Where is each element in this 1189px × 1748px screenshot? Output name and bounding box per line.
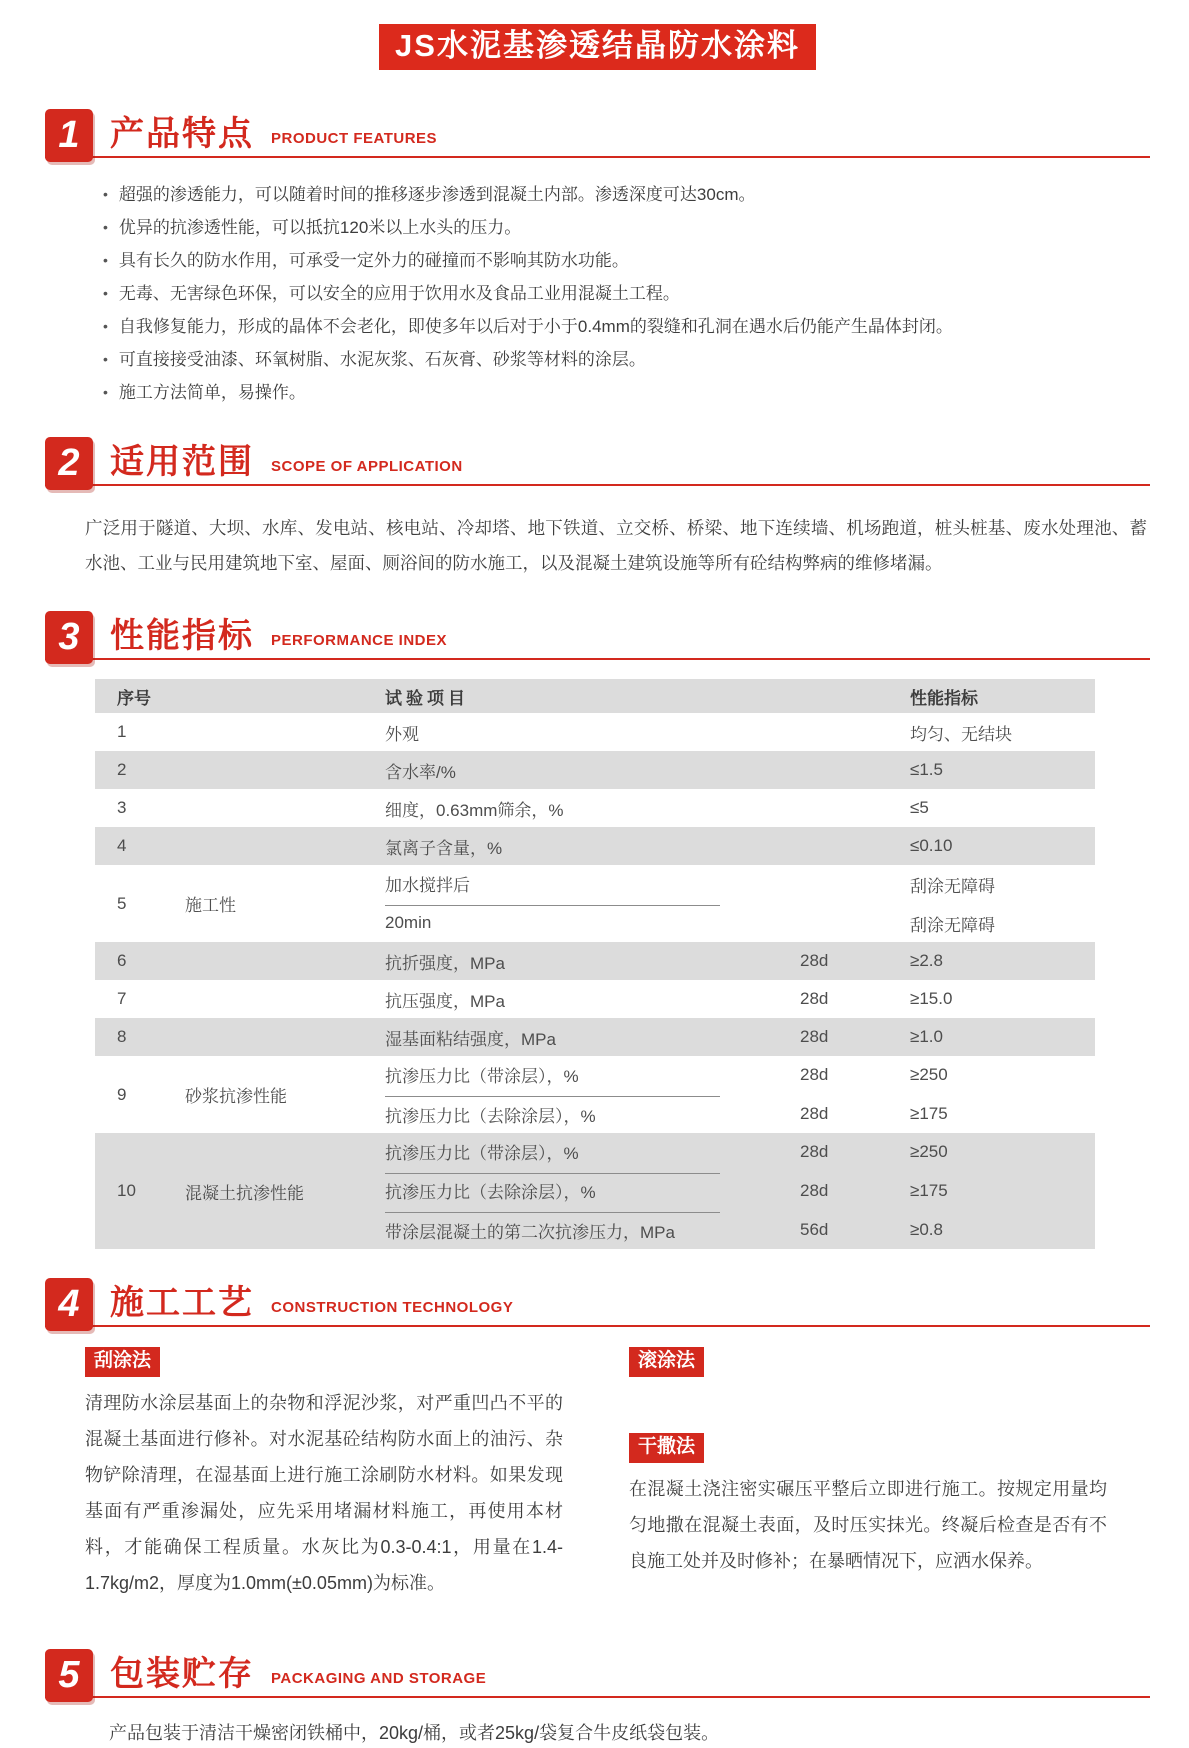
table-row	[95, 980, 1095, 1018]
cell-test-item	[385, 1025, 800, 1050]
cell-age: 28d	[800, 1027, 829, 1047]
feature-text: 优异的抗渗透性能，可以抵抗120米以上水头的压力。	[118, 218, 522, 238]
cell-items	[385, 827, 1095, 865]
section-subtitle: PACKAGING AND STORAGE	[271, 1669, 487, 1687]
cell-index-value: ≥15.0	[910, 989, 953, 1009]
test-item-text: 氯离子含量，%	[385, 838, 503, 858]
table-row	[95, 1133, 1095, 1249]
method-badge: 滚涂法	[629, 1347, 704, 1377]
construction-method	[85, 1347, 563, 1601]
feature-item	[103, 244, 1150, 277]
construction-methods	[85, 1347, 1150, 1615]
section-number-badge: 2	[45, 437, 93, 490]
section-number-badge: 1	[45, 109, 93, 162]
cell-test-item	[385, 1178, 800, 1204]
cell-index-value: ≤1.5	[910, 760, 943, 780]
scope-paragraph: 广泛用于隧道、大坝、水库、发电站、核电站、冷却塔、地下铁道、立交桥、桥梁、地下连续墙、机场跑道，桩头桩基、废水处理池、蓄水池、工业与民用建筑地下室、屋面、厕浴间的防水施工，以及混凝土建筑设施等所有砼结构弊病的维修堵漏。	[85, 518, 1147, 574]
bullet-dot: •	[103, 351, 108, 368]
feature-item	[103, 343, 1150, 376]
cell-index-value: ≥0.8	[910, 1220, 943, 1240]
cell-index-value: ≥1.0	[910, 1027, 943, 1047]
section-title: 适用范围	[110, 443, 254, 482]
cell-category: 混凝土抗渗性能	[185, 1183, 304, 1203]
feature-text: 可直接接受油漆、环氧树脂、水泥灰浆、石灰膏、砂浆等材料的涂层。	[118, 350, 646, 370]
cell-test-item	[385, 1102, 800, 1127]
cell-test-item	[385, 949, 800, 974]
test-item-text: 加水搅拌后	[385, 871, 720, 906]
item-line	[385, 1211, 1095, 1249]
test-item-text: 20min	[385, 913, 432, 933]
packaging-paragraph: 产品包装于清洁干燥密闭铁桶中，20kg/桶，或者25kg/袋复合牛皮纸袋包装。	[109, 1722, 720, 1743]
section-header-performance	[45, 611, 1150, 660]
test-item-text: 抗压强度，MPa	[385, 991, 505, 1011]
section-number-badge: 3	[45, 611, 93, 664]
feature-text: 施工方法简单，易操作。	[118, 383, 306, 403]
test-item-text: 抗渗压力比（去除涂层），%	[385, 1178, 720, 1213]
cell-items	[385, 1133, 1095, 1249]
cell-category: 施工性	[185, 896, 236, 916]
bullet-dot: •	[103, 252, 108, 269]
cell-index-value: ≥175	[910, 1104, 948, 1124]
test-item-text: 带涂层混凝土的第二次抗渗压力，MPa	[385, 1222, 675, 1242]
section-title: 性能指标	[110, 617, 254, 656]
cell-age: 28d	[800, 989, 829, 1009]
section-construction	[45, 1278, 1150, 1615]
test-item-text: 含水率/%	[385, 762, 456, 782]
section-scope	[45, 437, 1150, 581]
cell-category: 砂浆抗渗性能	[185, 1087, 287, 1107]
cell-items	[385, 751, 1095, 789]
cell-row-number: 5	[117, 893, 127, 913]
methods-right	[629, 1347, 1107, 1615]
cell-index-value: ≥2.8	[910, 951, 943, 971]
cell-row-number: 1	[117, 722, 127, 742]
cell-test-item	[385, 1062, 800, 1088]
table-row	[95, 865, 1095, 942]
cell-test-item	[385, 1218, 800, 1243]
section-number-badge: 5	[45, 1649, 93, 1702]
bullet-dot: •	[103, 186, 108, 203]
section-header-scope	[45, 437, 1150, 486]
item-line	[385, 980, 1095, 1018]
bullet-dot: •	[103, 285, 108, 302]
feature-item	[103, 277, 1150, 310]
cell-index-value: ≥250	[910, 1065, 948, 1085]
item-line	[385, 904, 1095, 942]
cell-test-item	[385, 987, 800, 1012]
section-header-packaging	[45, 1649, 1150, 1698]
section-subtitle: PRODUCT FEATURES	[271, 130, 438, 148]
cell-age: 28d	[800, 1181, 829, 1201]
bullet-dot: •	[103, 384, 108, 401]
test-item-text: 抗渗压力比（带涂层），%	[385, 1139, 720, 1174]
header-cell-item: 试验项目	[385, 688, 469, 708]
method-badge: 干撒法	[629, 1433, 704, 1463]
cell-index-value: ≥175	[910, 1181, 948, 1201]
table-row	[95, 942, 1095, 980]
cell-items	[385, 1018, 1095, 1056]
feature-text: 具有长久的防水作用，可承受一定外力的碰撞而不影响其防水功能。	[118, 251, 629, 271]
cell-test-item	[385, 758, 800, 783]
performance-table	[95, 679, 1095, 1249]
cell-age: 56d	[800, 1220, 829, 1240]
section-subtitle: PERFORMANCE INDEX	[271, 632, 448, 650]
table-row	[95, 1018, 1095, 1056]
feature-item	[103, 178, 1150, 211]
test-item-text: 抗渗压力比（带涂层），%	[385, 1062, 720, 1097]
cell-age: 28d	[800, 951, 829, 971]
section-packaging	[45, 1649, 1150, 1748]
feature-list	[103, 178, 1150, 409]
item-line	[385, 713, 1095, 751]
section-title: 产品特点	[110, 115, 254, 154]
table-row	[95, 751, 1095, 789]
feature-text: 超强的渗透能力，可以随着时间的推移逐步渗透到混凝土内部。渗透深度可达30cm。	[118, 185, 756, 205]
section-subtitle: CONSTRUCTION TECHNOLOGY	[271, 1299, 514, 1317]
cell-test-item	[385, 720, 800, 745]
table-row	[95, 827, 1095, 865]
test-item-text: 抗渗压力比（去除涂层），%	[385, 1106, 596, 1126]
feature-text: 自我修复能力，形成的晶体不会老化，即使多年以后对于小于0.4mm的裂缝和孔洞在遇水后仍能产生晶体封闭。	[118, 317, 953, 337]
cell-row-number: 8	[117, 1027, 127, 1047]
cell-items	[385, 980, 1095, 1018]
feature-text: 无毒、无害绿色环保，可以安全的应用于饮用水及食品工业用混凝土工程。	[118, 284, 680, 304]
cell-index-value: 刮涂无障碍	[910, 876, 995, 896]
cell-test-item	[385, 1139, 800, 1165]
bullet-dot: •	[103, 219, 108, 236]
header-cell-value: 性能指标	[910, 688, 978, 708]
cell-age: 28d	[800, 1065, 829, 1085]
test-item-text: 细度，0.63mm筛余，%	[385, 800, 564, 820]
item-line	[385, 1172, 1095, 1210]
table-row	[95, 789, 1095, 827]
cell-row-number: 9	[117, 1084, 127, 1104]
item-line	[385, 751, 1095, 789]
cell-row-number: 3	[117, 798, 127, 818]
cell-items	[385, 1056, 1095, 1133]
cell-test-item	[385, 796, 800, 821]
test-item-text: 抗折强度，MPa	[385, 953, 505, 973]
cell-row-number: 10	[117, 1181, 136, 1201]
cell-index-value: ≥250	[910, 1142, 948, 1162]
cell-row-number: 4	[117, 836, 127, 856]
cell-age: 28d	[800, 1142, 829, 1162]
cell-index-value: 刮涂无障碍	[910, 915, 995, 935]
section-performance-index	[45, 611, 1150, 1249]
table-row	[95, 713, 1095, 751]
section-product-features	[45, 109, 1150, 409]
methods-left	[85, 1347, 563, 1615]
construction-method	[629, 1433, 1107, 1579]
cell-row-number: 2	[117, 760, 127, 780]
cell-row-number: 6	[117, 951, 127, 971]
item-line	[385, 789, 1095, 827]
method-paragraph: 清理防水涂层基面上的杂物和浮泥沙浆，对严重凹凸不平的混凝土基面进行修补。对水泥基砼结构防水面上的油污、杂物铲除清理，在湿基面上进行施工涂刷防水材料。如果发现基面有严重渗漏处，应先采用堵漏材料施工，再使用本材料，才能确保工程质量。水灰比为0.3-0.4:1，用量在1.4-1.7kg/m2，厚度为1.0mm(±0.05mm)为标准。	[85, 1392, 563, 1593]
section-title: 包装贮存	[110, 1654, 254, 1693]
banner-row	[45, 24, 1150, 70]
section-title: 施工工艺	[110, 1284, 254, 1323]
cell-row-number: 7	[117, 989, 127, 1009]
table-row	[95, 1056, 1095, 1133]
header-item-line	[385, 677, 1095, 715]
item-line	[385, 1056, 1095, 1094]
item-line	[385, 827, 1095, 865]
method-paragraph: 在混凝土浇注密实碾压平整后立即进行施工。按规定用量均匀地撒在混凝土表面，及时压实抹光。终凝后检查是否有不良施工处并及时修补；在暴晒情况下，应洒水保养。	[629, 1478, 1107, 1571]
cell-index-value: ≤5	[910, 798, 929, 818]
section-header-construction	[45, 1278, 1150, 1327]
table-header-row	[95, 679, 1095, 713]
item-line	[385, 865, 1095, 903]
section-header-features	[45, 109, 1150, 158]
cell-items	[385, 942, 1095, 980]
item-line	[385, 1095, 1095, 1133]
cell-test-item	[385, 913, 800, 933]
cell-test-item	[385, 834, 800, 859]
test-item-text: 外观	[385, 724, 419, 744]
bullet-dot: •	[103, 318, 108, 335]
cell-test-item	[385, 871, 800, 897]
header-items	[385, 677, 1095, 715]
construction-method	[629, 1347, 1107, 1385]
method-badge: 刮涂法	[85, 1347, 160, 1377]
product-title-banner: JS水泥基渗透结晶防水涂料	[379, 24, 816, 70]
feature-item	[103, 376, 1150, 409]
cell-index-value: ≤0.10	[910, 836, 953, 856]
header-cell-no: 序号	[117, 688, 151, 708]
cell-items	[385, 789, 1095, 827]
feature-item	[103, 310, 1150, 343]
item-line	[385, 1133, 1095, 1171]
cell-age: 28d	[800, 1104, 829, 1124]
item-line	[385, 1018, 1095, 1056]
cell-items	[385, 713, 1095, 751]
section-subtitle: SCOPE OF APPLICATION	[271, 458, 463, 476]
section-number-badge: 4	[45, 1278, 93, 1331]
cell-items	[385, 865, 1095, 942]
cell-index-value: 均匀、无结块	[910, 724, 1012, 744]
test-item-text: 湿基面粘结强度，MPa	[385, 1029, 556, 1049]
feature-item	[103, 211, 1150, 244]
item-line	[385, 942, 1095, 980]
